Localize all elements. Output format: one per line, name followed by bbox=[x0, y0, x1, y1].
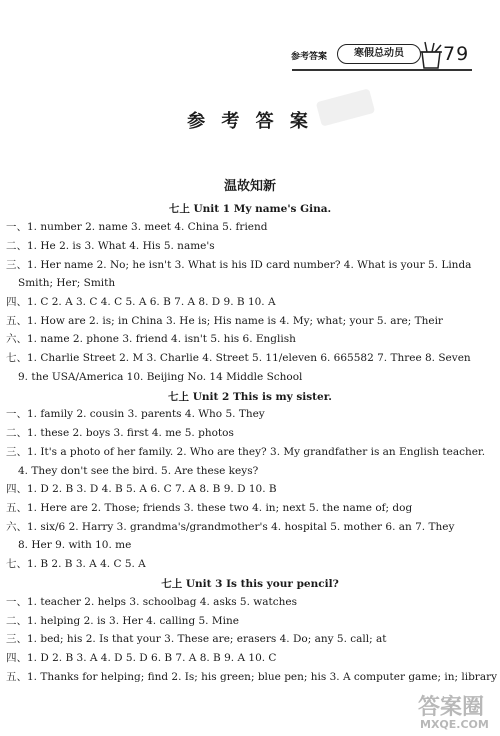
header-boxed-title: 寒假总动员 bbox=[337, 44, 421, 64]
answer-line: 七、1. Charlie Street 2. M 3. Charlie 4. Street 5. 11/eleven 6. 665582 7. Three 8. Seven bbox=[6, 352, 471, 364]
unit-heading-2: 七上 Unit 2 This is my sister. bbox=[168, 391, 332, 403]
section-heading: 温故知新 bbox=[223, 179, 276, 194]
pencil-cup-icon bbox=[418, 40, 444, 70]
page-header bbox=[0, 40, 500, 80]
answer-line: 六、1. name 2. phone 3. friend 4. isn't 5. his 6. English bbox=[6, 333, 296, 345]
answer-line: Smith; Her; Smith bbox=[18, 277, 116, 289]
answer-line: 一、1. teacher 2. helps 3. schoolbag 4. asks 5. watches bbox=[6, 596, 297, 608]
answer-line: 一、1. number 2. name 3. meet 4. China 5. friend bbox=[6, 221, 268, 233]
header-rule bbox=[292, 69, 472, 71]
answer-line: 五、1. How are 2. is; in China 3. He is; His name is 4. My; what; your 5. are; Their bbox=[6, 315, 443, 327]
watermark-logo-text: 答案圈 bbox=[418, 695, 485, 720]
answer-line: 9. the USA/America 10. Beijing No. 14 Middle School bbox=[18, 371, 303, 383]
page-number: 79 bbox=[443, 43, 470, 65]
answer-line: 二、1. helping 2. is 3. Her 4. calling 5. Mine bbox=[6, 615, 239, 627]
page-title: 参 考 答 案 bbox=[187, 111, 313, 132]
answer-line: 四、1. C 2. A 3. C 4. C 5. A 6. B 7. A 8. D 9. B 10. A bbox=[6, 296, 276, 308]
answer-line: 三、1. Her name 2. No; he isn't 3. What is his ID card number? 4. What is your 5. Linda bbox=[6, 259, 472, 271]
answer-line: 五、1. Thanks for helping; find 2. Is; his green; blue pen; his 3. A computer game; in; library bbox=[6, 671, 498, 683]
answer-line: 三、1. bed; his 2. Is that your 3. These are; erasers 4. Do; any 5. call; at bbox=[6, 633, 387, 645]
answer-line: 六、1. six/6 2. Harry 3. grandma's/grandmother's 4. hospital 5. mother 6. an 7. They bbox=[6, 521, 455, 533]
answer-line: 七、1. B 2. B 3. A 4. C 5. A bbox=[6, 558, 146, 570]
unit-heading-3: 七上 Unit 3 Is this your pencil? bbox=[161, 578, 339, 590]
answer-line: 二、1. these 2. boys 3. first 4. me 5. photos bbox=[6, 427, 234, 439]
answer-line: 4. They don't see the bird. 5. Are these keys? bbox=[18, 465, 259, 477]
answer-line: 三、1. It's a photo of her family. 2. Who are they? 3. My grandfather is an English teacher. bbox=[6, 446, 486, 458]
answer-line: 四、1. D 2. B 3. A 4. D 5. D 6. B 7. A 8. B 9. A 10. C bbox=[6, 652, 277, 664]
answer-line: 8. Her 9. with 10. me bbox=[18, 539, 132, 551]
watermark-domain: MXQE.COM bbox=[420, 718, 489, 731]
answer-line: 五、1. Here are 2. Those; friends 3. these two 4. in; next 5. the name of; dog bbox=[6, 502, 413, 514]
answer-line: 一、1. family 2. cousin 3. parents 4. Who 5. They bbox=[6, 408, 265, 420]
site-watermark bbox=[416, 690, 500, 736]
answer-line: 四、1. D 2. B 3. D 4. B 5. A 6. C 7. A 8. B 9. D 10. B bbox=[6, 483, 277, 495]
unit-heading-1: 七上 Unit 1 My name's Gina. bbox=[168, 203, 332, 215]
header-label: 参考答案 bbox=[291, 52, 328, 62]
answer-line: 二、1. He 2. is 3. What 4. His 5. name's bbox=[6, 240, 215, 252]
